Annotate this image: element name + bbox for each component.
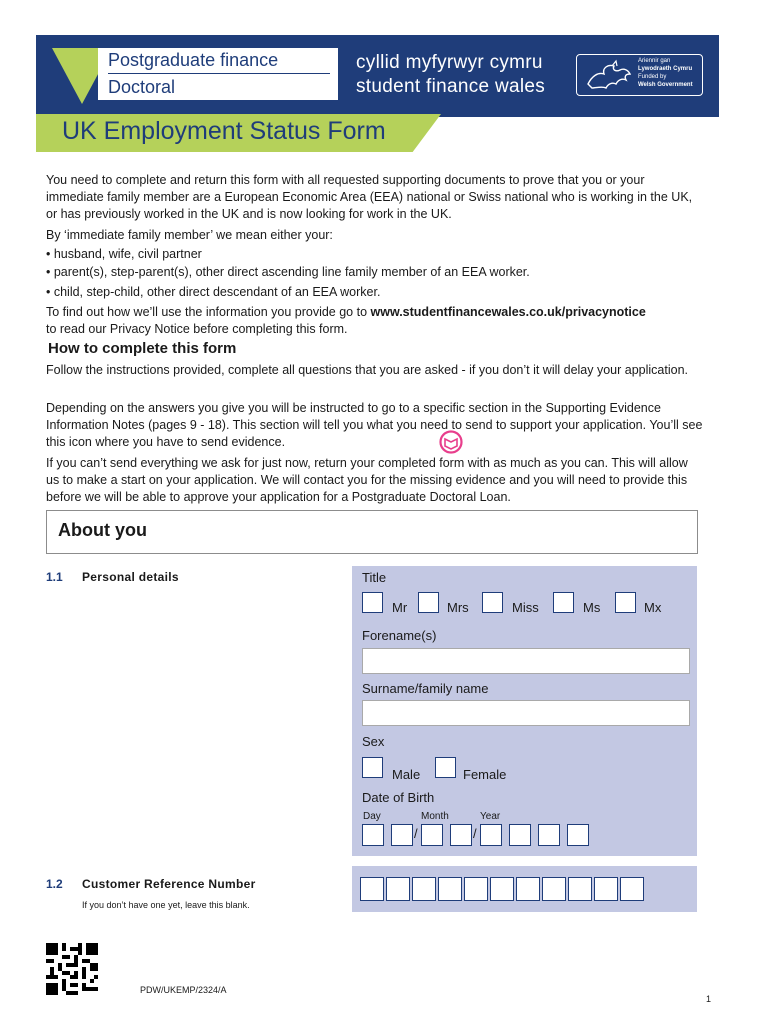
crn-hint: If you don’t have one yet, leave this blank. [82,900,250,910]
section-1-2-number: 1.2 [46,877,63,891]
title-label: Title [362,570,387,585]
privacy-link[interactable]: www.studentfinancewales.co.uk/privacynotice [370,305,646,319]
dob-month-label: Month [421,811,449,822]
barcode-icon [46,943,98,995]
brand-line2: Doctoral [108,77,176,97]
crn-digit-5[interactable] [464,877,488,901]
privacy-pre: To find out how we’ll use the information you provide go to [46,305,371,319]
title-mx-checkbox[interactable] [615,592,636,613]
title-miss-label: Miss [512,600,539,615]
dob-year-digit-4[interactable] [567,824,589,846]
dob-year-digit-1[interactable] [480,824,502,846]
surname-label: Surname/family name [362,681,489,696]
about-you-heading: About you [58,520,147,540]
title-mr-label: Mr [392,600,408,615]
crn-digit-3[interactable] [412,877,436,901]
form-code: PDW/UKEMP/2324/A [140,985,227,995]
how-to-p3: If you can’t send everything we ask for just now, return your completed form with as much as you can. This will allow us to make a start on your application. We will contact you for the missing evidence and you will need to provide this before we will be able to approve your application for a Postgraduate Doctoral Loan. [46,456,688,504]
dob-separator-1: / [414,826,418,841]
surname-input[interactable] [362,700,690,726]
bullet-2: • parent(s), step-parent(s), other direct ascending line family member of an EEA worker. [46,265,530,279]
sex-label: Sex [362,734,385,749]
how-to-p1: Follow the instructions provided, complete all questions that you are asked - if you don’t it will delay your application. [46,363,689,377]
welsh-gov-text [638,57,693,89]
sfw-welsh-name: cyllid myfyrwyr cymru [356,52,543,73]
title-ms-label: Ms [583,600,601,615]
dob-year-label: Year [480,811,501,822]
sex-female-checkbox[interactable] [435,757,456,778]
section-1-1-number: 1.1 [46,570,63,584]
family-intro: By ‘immediate family member’ we mean either your: [46,228,333,242]
crn-digit-1[interactable] [360,877,384,901]
crn-digit-2[interactable] [386,877,410,901]
crn-digit-4[interactable] [438,877,462,901]
crn-digit-8[interactable] [542,877,566,901]
crn-digit-11[interactable] [620,877,644,901]
sex-female-label: Female [463,767,507,782]
title-mrs-checkbox[interactable] [418,592,439,613]
bullet-1: • husband, wife, civil partner [46,247,202,261]
section-1-1-label: Personal details [82,570,179,584]
intro-paragraph: You need to complete and return this form with all requested supporting documents to prove that you or your immediate family member are a European Economic Area (EEA) national or Swiss national who is working in the UK, or has previously worked in the UK and is now looking for work in the UK. [46,173,693,221]
forename-input[interactable] [362,648,690,674]
privacy-post: to read our Privacy Notice before completing this form. [46,322,348,336]
dob-label: Date of Birth [362,790,435,805]
dob-year-digit-3[interactable] [538,824,560,846]
brand-divider [108,73,330,74]
how-to-p2: Depending on the answers you give you will be instructed to go to a specific section in the Supporting Evidence Information Notes (pages 9 - 18). This section will tell you what you need to send to support your application. You’ll see this icon where you have to send evidence. [46,401,703,449]
privacy-line [46,304,706,321]
gov-line1: Ariennir gan [638,58,671,64]
title-mrs-label: Mrs [447,600,469,615]
welsh-dragon-icon [582,58,636,92]
dob-month-digit-1[interactable] [421,824,443,846]
section-1-2-label: Customer Reference Number [82,877,256,891]
evidence-icon [438,430,464,454]
forename-label: Forename(s) [362,628,437,643]
crn-digit-6[interactable] [490,877,514,901]
gov-line4: Welsh Government [638,82,693,88]
crn-digit-10[interactable] [594,877,618,901]
brand-line1: Postgraduate finance [108,50,279,70]
title-ms-checkbox[interactable] [553,592,574,613]
title-mx-label: Mx [644,600,662,615]
sex-male-checkbox[interactable] [362,757,383,778]
dob-month-digit-2[interactable] [450,824,472,846]
crn-digit-9[interactable] [568,877,592,901]
page-number: 1 [706,994,712,1004]
dob-day-label: Day [363,811,381,822]
title-miss-checkbox[interactable] [482,592,503,613]
title-mr-checkbox[interactable] [362,592,383,613]
dob-separator-2: / [473,826,477,841]
gov-line2: Lywodraeth Cymru [638,66,693,72]
sfw-english-name: student finance wales [356,76,546,97]
gov-line3: Funded by [638,74,667,80]
form-title: UK Employment Status Form [62,117,386,145]
dob-day-digit-1[interactable] [362,824,384,846]
dob-year-digit-2[interactable] [509,824,531,846]
how-to-heading: How to complete this form [48,340,237,357]
sex-male-label: Male [392,767,421,782]
dob-day-digit-2[interactable] [391,824,413,846]
bullet-3: • child, step-child, other direct descendant of an EEA worker. [46,285,381,299]
crn-digit-7[interactable] [516,877,540,901]
